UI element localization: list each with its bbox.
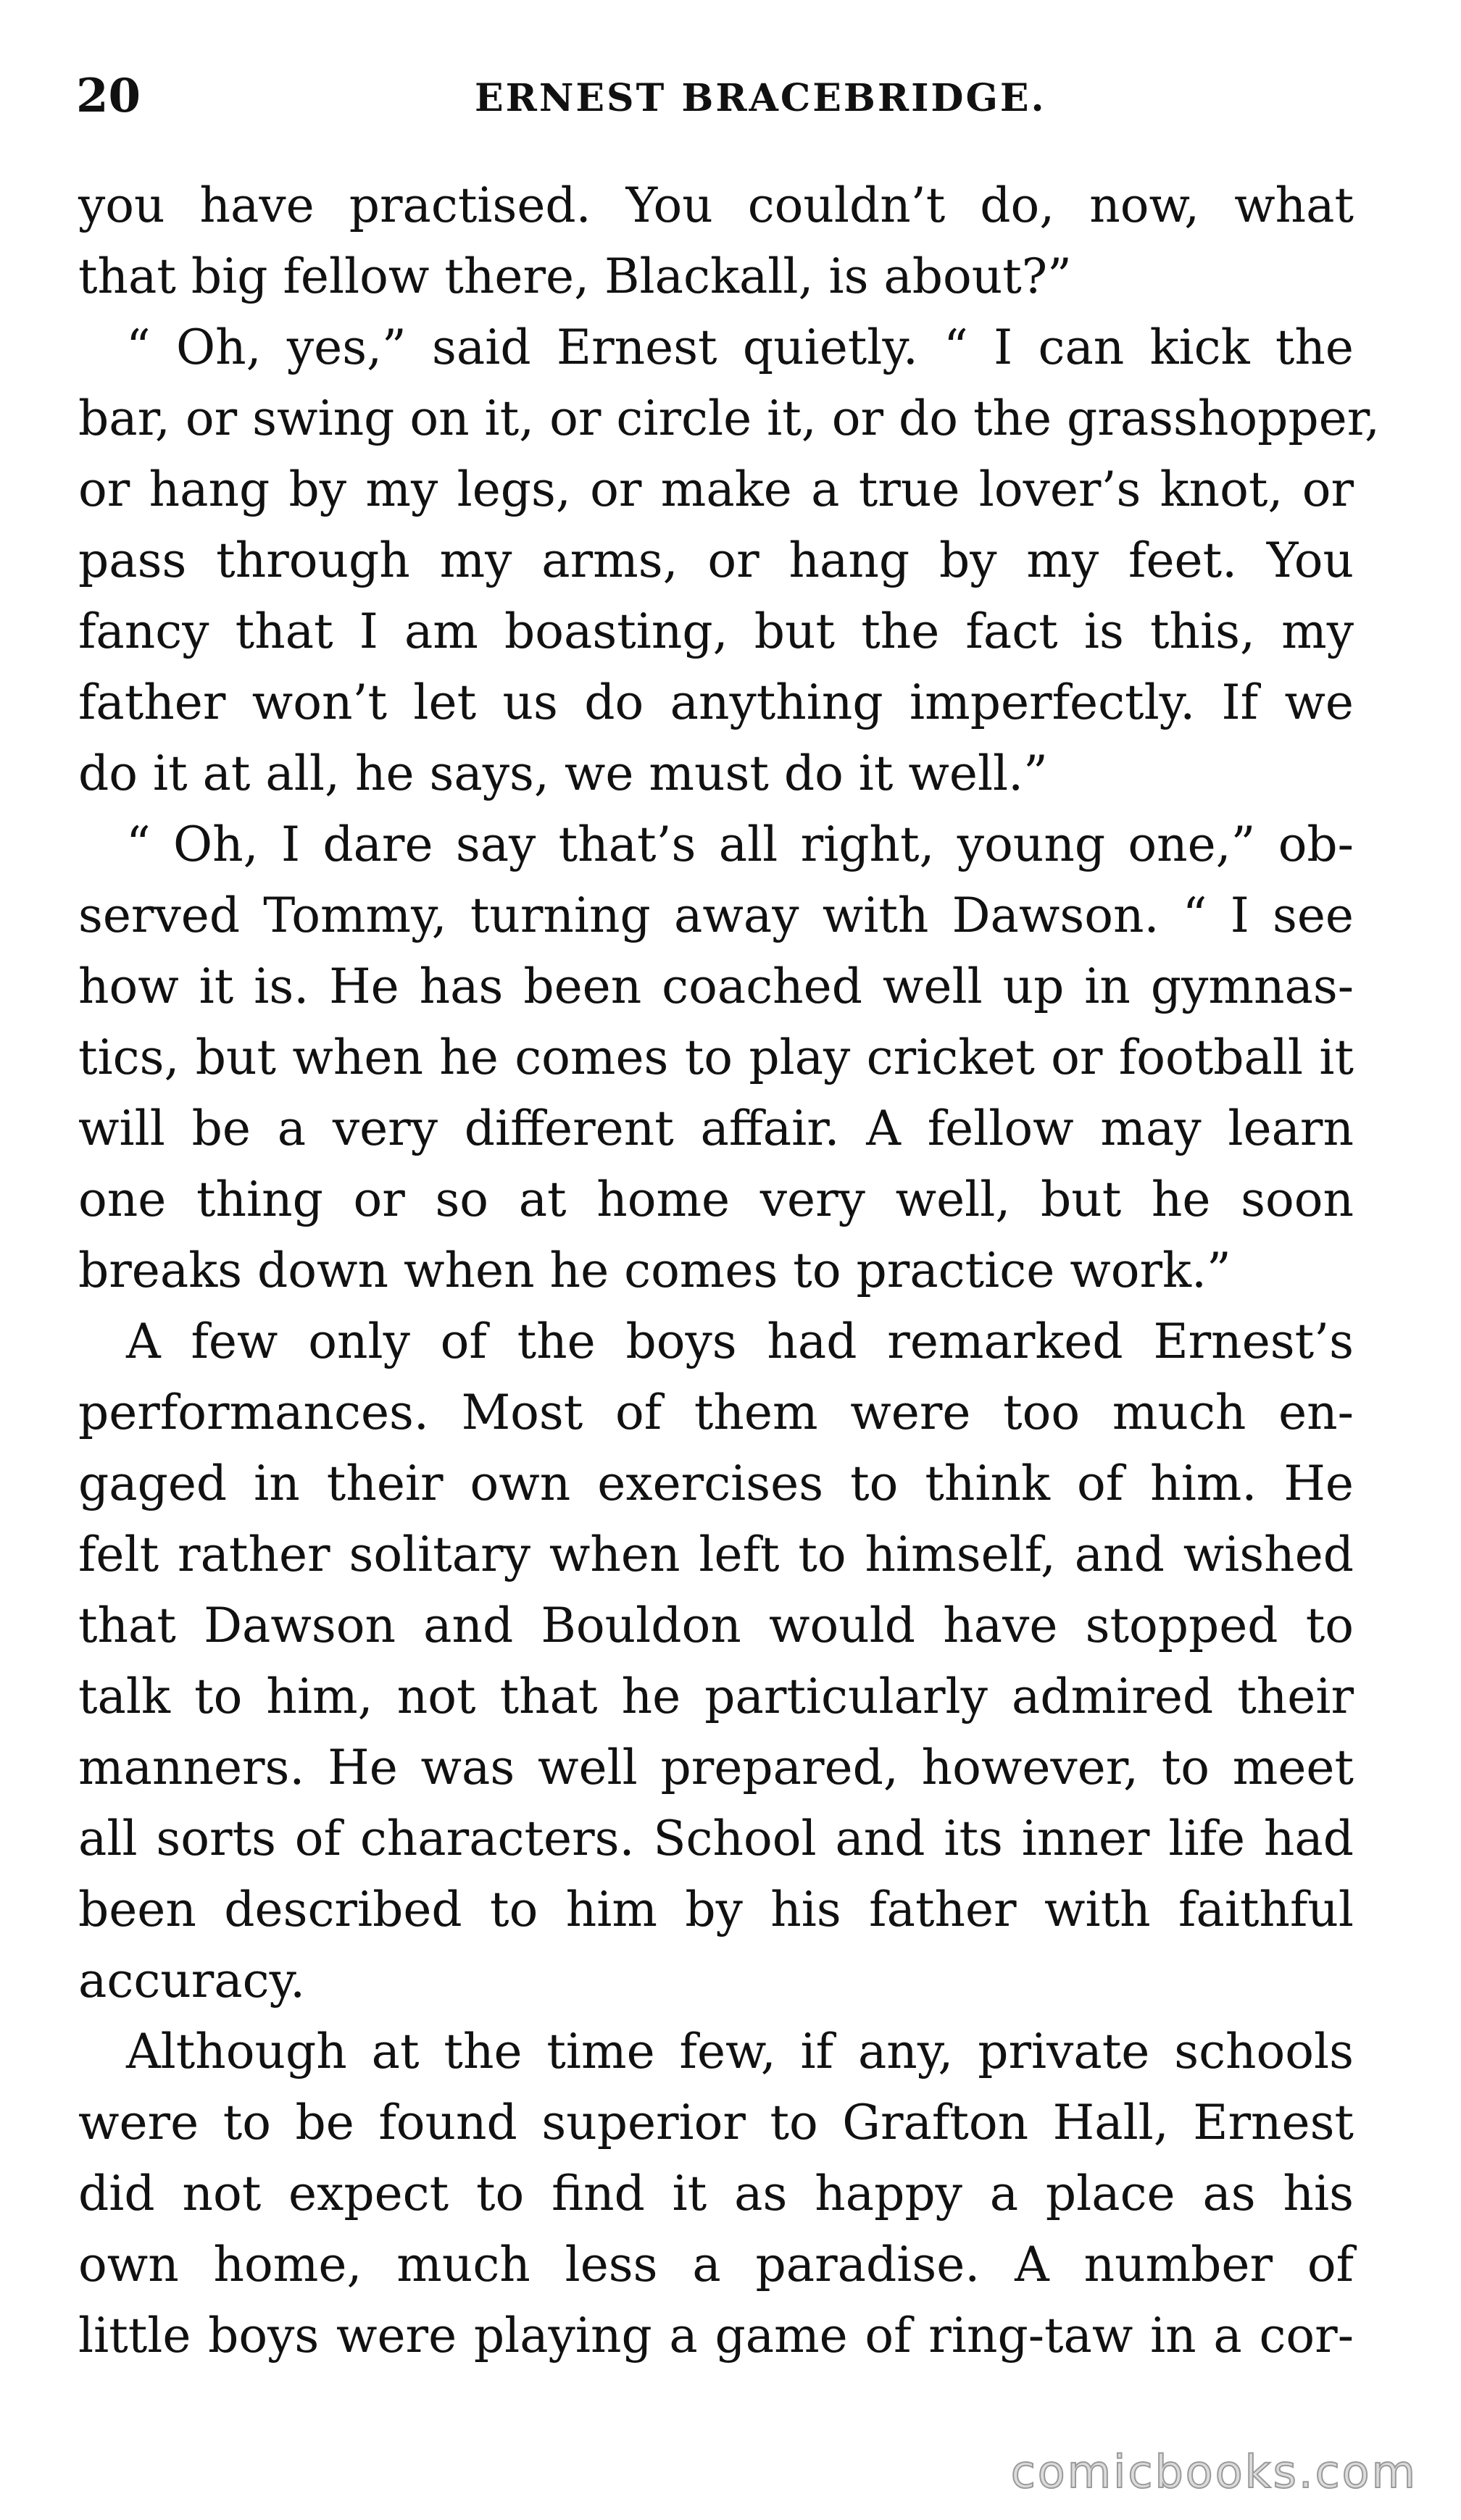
- text-line: will be a very different affair. A fellow may learn: [78, 1101, 1354, 1156]
- text-line: Although at the time few, if any, private schools: [126, 2024, 1354, 2079]
- text-line: father won’t let us do anything imperfectly. If we: [78, 675, 1354, 730]
- text-line: “ Oh, yes,” said Ernest quietly. “ I can kick the: [126, 320, 1354, 375]
- text-line: A few only of the boys had remarked Ernest’s: [126, 1314, 1354, 1369]
- page-number: 20: [76, 69, 141, 123]
- text-line: were to be found superior to Grafton Hall, Ernest: [78, 2095, 1354, 2150]
- text-line: did not expect to find it as happy a place as his: [78, 2166, 1354, 2221]
- text-line: little boys were playing a game of ring-taw in a cor-: [78, 2308, 1354, 2363]
- text-line: tics, but when he comes to play cricket or football it: [78, 1030, 1354, 1085]
- body-text: [78, 170, 1380, 2371]
- text-line: that big fellow there, Blackall, is about?”: [78, 249, 1072, 304]
- text-line: you have practised. You couldn’t do, now, what: [78, 178, 1354, 233]
- text-line: performances. Most of them were too much en-: [78, 1385, 1354, 1440]
- text-line: one thing or so at home very well, but he soon: [78, 1172, 1354, 1227]
- text-line: served Tommy, turning away with Dawson. “ I see: [78, 888, 1354, 943]
- text-line: how it is. He has been coached well up in gymnas-: [78, 959, 1354, 1014]
- page-header: [76, 64, 1352, 136]
- text-line: bar, or swing on it, or circle it, or do the grasshopper,: [78, 391, 1380, 446]
- text-line: been described to him by his father with faithful: [78, 1882, 1354, 1937]
- text-line: or hang by my legs, or make a true lover’s knot, or: [78, 462, 1354, 517]
- text-line: “ Oh, I dare say that’s all right, young one,” ob-: [126, 817, 1354, 872]
- text-line: breaks down when he comes to practice work.”: [78, 1243, 1231, 1298]
- text-line: all sorts of characters. School and its inner life had: [78, 1811, 1354, 1866]
- text-line: own home, much less a paradise. A number of: [78, 2237, 1354, 2292]
- text-line: talk to him, not that he particularly admired their: [78, 1669, 1354, 1724]
- text-line: manners. He was well prepared, however, to meet: [78, 1740, 1354, 1795]
- running-head: ERNEST BRACEBRIDGE.: [475, 76, 1046, 120]
- text-line: pass through my arms, or hang by my feet. You: [78, 533, 1354, 588]
- text-line: felt rather solitary when left to himself, and wished: [78, 1527, 1354, 1582]
- text-line: do it at all, he says, we must do it well.”: [78, 746, 1048, 801]
- text-line: accuracy.: [78, 1953, 306, 2008]
- site-watermark: comicbooks.com: [1010, 2445, 1418, 2498]
- text-line: gaged in their own exercises to think of him. He: [78, 1456, 1354, 1511]
- text-line: that Dawson and Bouldon would have stopped to: [78, 1598, 1354, 1653]
- text-line: fancy that I am boasting, but the fact is this, my: [78, 604, 1354, 659]
